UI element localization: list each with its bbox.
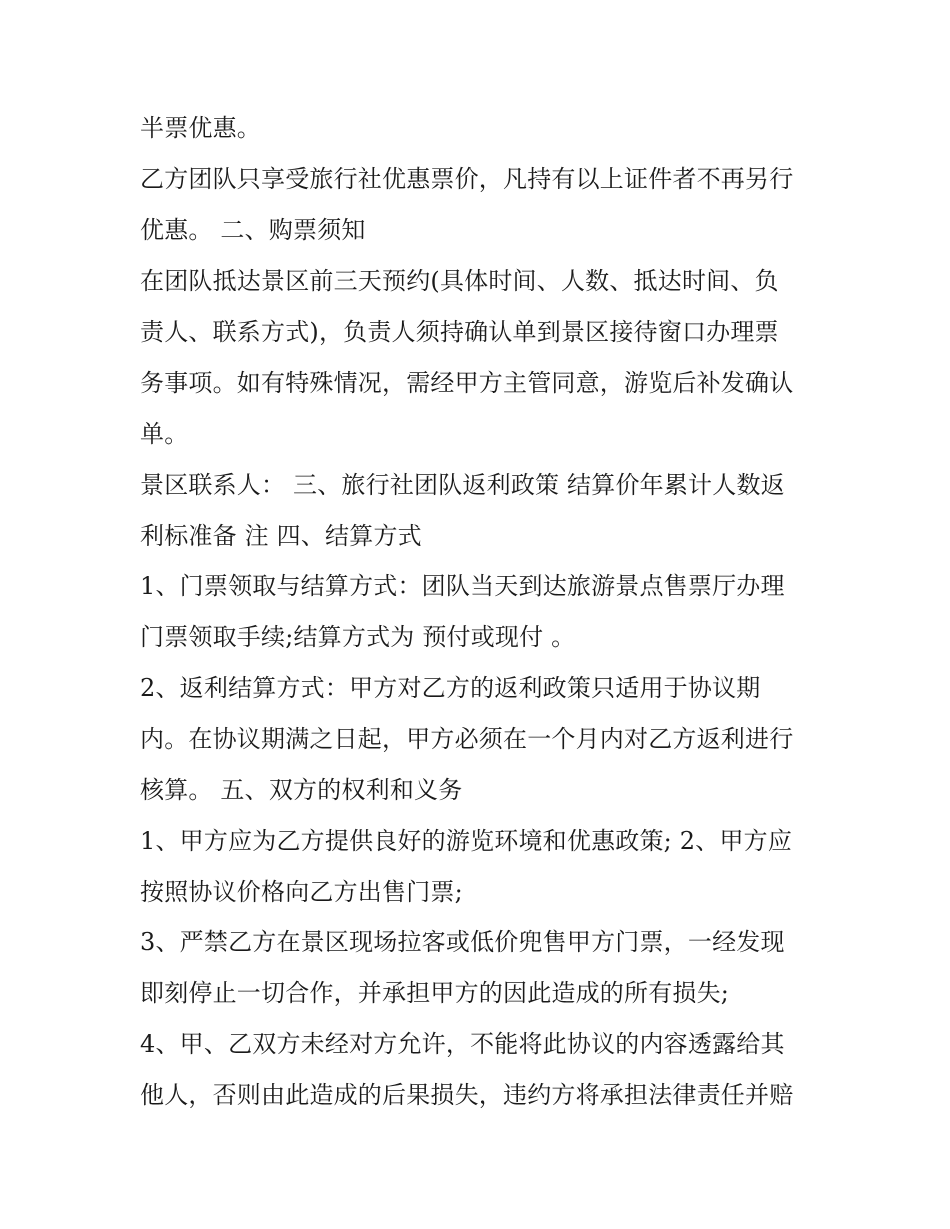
text-line: 景区联系人： 三、旅行社团队返利政策 结算价年累计人数返: [140, 471, 785, 499]
text-line: 4、甲、乙双方未经对方允许，不能将此协议的内容透露给其: [140, 1030, 785, 1058]
text-line: 核算。 五、双方的权利和义务: [140, 776, 463, 804]
text-line: 1、甲方应为乙方提供良好的游览环境和优惠政策; 2、甲方应: [140, 827, 793, 855]
text-line: 门票领取手续;结算方式为 预付或现付 。: [140, 623, 576, 651]
text-line: 乙方团队只享受旅行社优惠票价，凡持有以上证件者不再另行: [140, 165, 794, 193]
text-line: 按照协议价格向乙方出售门票;: [140, 878, 463, 906]
text-line: 责人、联系方式)，负责人须持确认单到景区接待窗口办理票: [140, 318, 779, 346]
text-line: 3、严禁乙方在景区现场拉客或低价兜售甲方门票，一经发现: [140, 928, 785, 956]
text-line: 在团队抵达景区前三天预约(具体时间、人数、抵达时间、负: [140, 267, 779, 295]
text-line: 务事项。如有特殊情况，需经甲方主管同意，游览后补发确认: [140, 369, 794, 397]
text-line: 2、返利结算方式：甲方对乙方的返利政策只适用于协议期: [140, 674, 761, 702]
text-line: 单。: [140, 420, 189, 448]
text-line: 他人，否则由此造成的后果损失，违约方将承担法律责任并赔: [140, 1081, 794, 1109]
text-line: 半票优惠。: [140, 114, 261, 142]
text-line: 1、门票领取与结算方式：团队当天到达旅游景点售票厅办理: [140, 572, 785, 600]
text-line: 即刻停止一切合作，并承担甲方的因此造成的所有损失;: [140, 979, 730, 1007]
text-line: 利标准备 注 四、结算方式: [140, 522, 422, 550]
text-line: 优惠。 二、购票须知: [140, 216, 366, 244]
text-line: 内。在协议期满之日起，甲方必须在一个月内对乙方返利进行: [140, 725, 794, 753]
